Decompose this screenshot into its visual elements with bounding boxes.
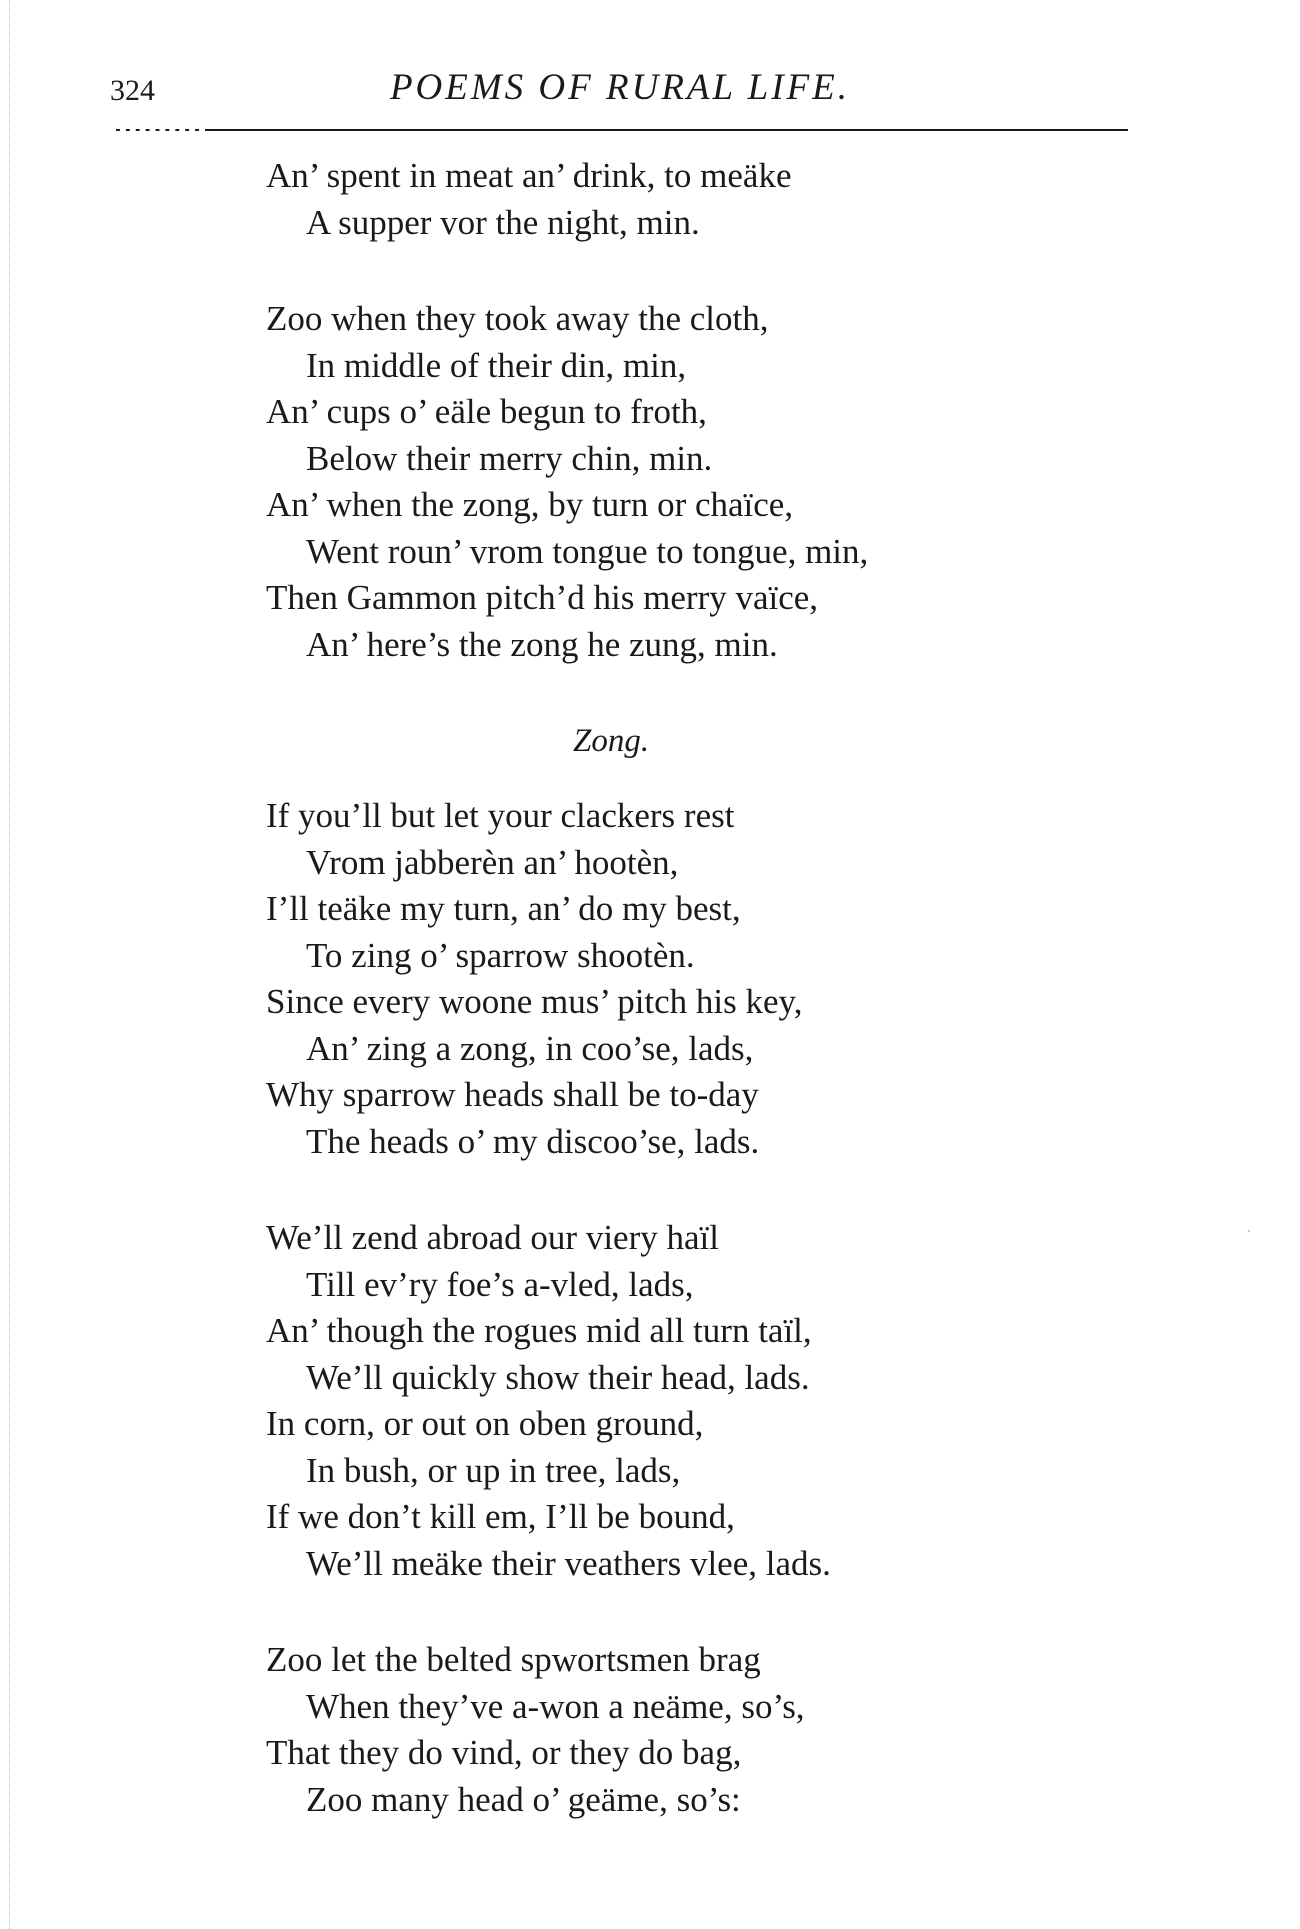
poem-line: We’ll zend abroad our viery haïl bbox=[266, 1218, 719, 1257]
poem-line: To zing o’ sparrow shootèn. bbox=[306, 935, 695, 975]
page-number: 324 bbox=[110, 74, 155, 107]
poem-line: Why sparrow heads shall be to-day bbox=[266, 1075, 759, 1114]
poem-line: An’ spent in meat an’ drink, to meäke bbox=[266, 156, 792, 195]
poem-line: Then Gammon pitch’d his merry vaïce, bbox=[266, 578, 819, 617]
poem-line: Zoo let the belted spwortsmen brag bbox=[266, 1640, 761, 1679]
poem-line: An’ when the zong, by turn or chaïce, bbox=[266, 485, 794, 524]
song-title: Zong. bbox=[573, 723, 650, 759]
stanza bbox=[266, 1215, 1166, 1587]
poem-line: Went roun’ vrom tongue to tongue, min, bbox=[306, 531, 869, 571]
stanza bbox=[266, 793, 1166, 1165]
poem-line: An’ zing a zong, in coo’se, lads, bbox=[306, 1028, 754, 1068]
poem-line: Vrom jabberèn an’ hootèn, bbox=[306, 842, 679, 882]
poem-line: If you’ll but let your clackers rest bbox=[266, 796, 735, 835]
poem-line: The heads o’ my discoo’se, lads. bbox=[306, 1121, 760, 1161]
header-rule bbox=[110, 129, 1128, 131]
poem-text bbox=[266, 153, 1166, 1873]
poem-line: In bush, or up in tree, lads, bbox=[306, 1450, 681, 1490]
poem-line: An’ cups o’ eäle begun to froth, bbox=[266, 392, 707, 431]
paper-speck bbox=[1248, 1230, 1250, 1232]
poem-line: Till ev’ry foe’s a-vled, lads, bbox=[306, 1264, 694, 1304]
header-rule-broken-segment bbox=[110, 129, 205, 131]
poem-line: In middle of their din, min, bbox=[306, 345, 687, 385]
stanza bbox=[266, 1637, 1166, 1823]
poem-line: We’ll quickly show their head, lads. bbox=[306, 1357, 810, 1397]
poem-line: When they’ve a-won a neäme, so’s, bbox=[306, 1686, 805, 1726]
poem-line: Since every woone mus’ pitch his key, bbox=[266, 982, 803, 1021]
poem-line: That they do vind, or they do bag, bbox=[266, 1733, 742, 1772]
poem-line: If we don’t kill em, I’ll be bound, bbox=[266, 1497, 735, 1536]
running-head bbox=[110, 66, 1130, 116]
poem-line: An’ here’s the zong he zung, min. bbox=[306, 624, 778, 664]
stanza bbox=[266, 296, 1166, 668]
stanza bbox=[266, 153, 1166, 246]
poem-line: Below their merry chin, min. bbox=[306, 438, 713, 478]
poem-line: In corn, or out on oben ground, bbox=[266, 1404, 704, 1443]
poem-line: A supper vor the night, min. bbox=[306, 202, 700, 242]
page-edge-dotted-line bbox=[9, 0, 10, 1929]
poem-line: An’ though the rogues mid all turn taïl, bbox=[266, 1311, 812, 1350]
running-title: POEMS OF RURAL LIFE. bbox=[389, 67, 851, 108]
poem-line: We’ll meäke their veathers vlee, lads. bbox=[306, 1543, 831, 1583]
poem-line: Zoo when they took away the cloth, bbox=[266, 299, 769, 338]
poem-line: I’ll teäke my turn, an’ do my best, bbox=[266, 889, 741, 928]
poem-line: Zoo many head o’ geäme, so’s: bbox=[306, 1779, 741, 1819]
